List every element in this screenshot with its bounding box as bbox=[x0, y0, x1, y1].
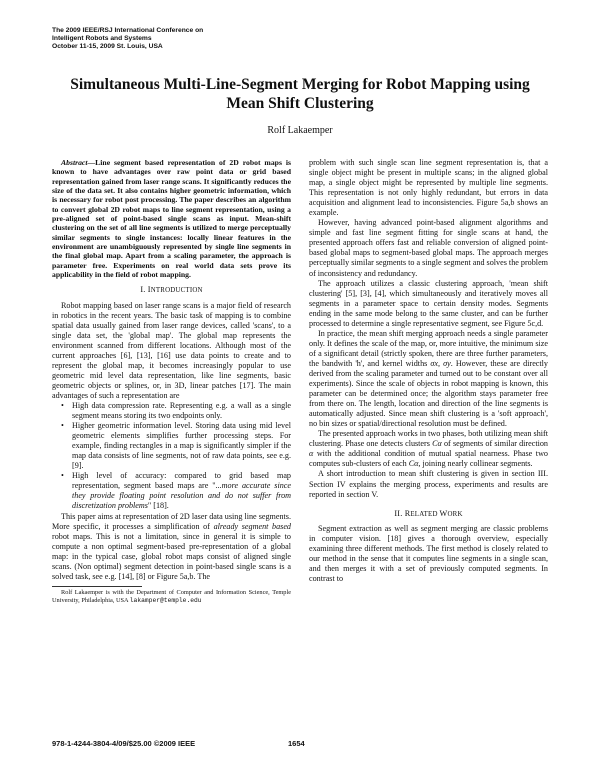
title-line-1: Simultaneous Multi-Line-Segment Merging for Robot Mapping using bbox=[70, 76, 530, 93]
left-column bbox=[52, 158, 291, 604]
p5-c: with the additional condition of mutual spatial nearness. Phase two computes sub-clusters of each bbox=[309, 449, 548, 469]
intro-paragraph-1: Robot mapping based on laser range scans is a major field of research in robotics in the recent years. The basic task of mapping is to combine spatial data usually gained from laser range devices, called 'scans', to a single data set, the 'global map'. The global map represents the environment scanned from different locations. Although most of the current approaches [6], [13], [16] use data points to create and to represent the global map, it becomes increasingly popular to use geometric mid level data representation, like line segments, basic geometric objects or splines, or, in 3D, linear patches [17]. The main advantages of such a representation are bbox=[52, 300, 291, 400]
intro-p2-emphasis: already segment based bbox=[213, 521, 291, 531]
intro-p2-pre: This paper aims at representation of 2D laser data using line segments. More specific, it processes a simplification of bbox=[52, 511, 291, 531]
right-paragraph-4 bbox=[309, 329, 548, 429]
right-paragraph-6: A short introduction to mean shift clustering is given in section III. Section IV explains the merging process, experiments and results are reported in section V. bbox=[309, 469, 548, 499]
advantage-item bbox=[72, 471, 291, 511]
intro-p2-post: robot maps. This is not a limitation, since in general it is simple to compute a non optimal segment-based pre-representation of a global map: in the typical case, global robot maps consist of aligned single scans. (Non optimal) segment detection in point-based single scans is a solved task, see e.g. [14], [8] or Figure 5a,b. The bbox=[52, 531, 291, 581]
author-email: lakamper@temple.edu bbox=[129, 596, 202, 604]
section-1-number: I. bbox=[140, 285, 146, 295]
p4-post: . However, these are directly derived from the scaling parameter and turned out to be constant over all experiments). Since the scale of objects in robot mapping is known, this parameter can be determined once; the algorithm stays parameter free from there on. The length, location and direction of the line segments is automatically adjusted. Since mean shift clustering is a 'soft approach', no bin sizes or spatial/directional resolution must be defined. bbox=[309, 358, 548, 429]
section-2-title-initial: R bbox=[404, 508, 411, 518]
p4-pre: In practice, the mean shift merging approach needs a single parameter only. It defines the scale of the map, or, more intuitive, the minimum size of a significant detail (strictly spoken, there are three further parameters, the bandwith 'h', and kernel widths bbox=[309, 328, 548, 368]
right-paragraph-3: The approach utilizes a classic clustering approach, 'mean shift clustering' [5], [3], [4], which simultaneously and iteratively moves all segments in a parameter space to certain density modes. Segments ending in the same mode belong to the same cluster, and can be further processed to determine a single representative segment, see Figure 5c,d. bbox=[309, 278, 548, 328]
advantage-3-pre: High level of accuracy: compared to grid based map representation, segment based maps are " bbox=[72, 471, 291, 491]
p5-alpha-symbol: α bbox=[309, 449, 314, 459]
abstract-label: Abstract bbox=[61, 158, 88, 167]
abstract-text: —Line segment based representation of 2D robot maps is known to have advantages over raw point data or grid based representation gained from laser range scans. It significantly reduces the size of the data set. It also contains higher geometric information, which is necessary for robot post processing. The paper describes an algorithm to convert global 2D robot maps to line segment representation, using a pre-aligned set of point-based single scans as input. Mean-shift clustering on the set of all line segments is utilized to merge perceptually similar segments to single instances: locally linear features in the environment are unambiguously represented by single line segments in the final global map. Apart from a scaling parameter, the approach is parameter free. Experiments on real world data sets prove its applicability in the field of robot mapping. bbox=[52, 158, 291, 280]
section-1-title-initial: I bbox=[147, 285, 151, 295]
related-work-paragraph-1: Segment extraction as well as segment merging are classic problems in computer vision. [18] gives a thorough overview, especially examining three different methods. The first method is closely related to our method in the sense that it computes line segments in a single scan, and then merges it with a set of previously computed segments. In contrast to bbox=[309, 523, 548, 583]
section-1-heading bbox=[52, 285, 291, 296]
section-1-title-rest: NTRODUCTION bbox=[150, 287, 203, 295]
right-column bbox=[309, 158, 548, 584]
section-2-title-w: W bbox=[439, 508, 448, 518]
section-2-heading bbox=[309, 509, 548, 520]
p5-cluster-symbol: Cα bbox=[432, 439, 442, 449]
paper-title bbox=[40, 75, 560, 113]
p5-b: of segments of similar direction bbox=[441, 439, 548, 449]
page-number: 1654 bbox=[288, 739, 305, 748]
conference-header bbox=[52, 27, 203, 52]
p4-kernel-widths: σx, σy bbox=[430, 358, 451, 368]
section-2-title-rest: ORK bbox=[447, 510, 463, 518]
isbn-footer: 978-1-4244-3804-4/09/$25.00 ©2009 IEEE bbox=[52, 739, 196, 748]
footnote-text: Rolf Lakaemper is with the Department of Computer and Information Science, Temple University, Philadelphia, USA bbox=[52, 588, 291, 604]
right-paragraph-1: problem with such single scan line segment representation is, that a single object might be present in multiple scans; in the aligned global map, a single object might be represented by multiple line segments. This representation is not only highly redundant, but errors in data acquisition and alignment lead to inconsistencies. Figure 5a,b shows an example. bbox=[309, 158, 548, 218]
advantage-3-post: " [18]. bbox=[147, 501, 169, 511]
footnote-rule bbox=[52, 586, 142, 587]
title-line-2: Mean Shift Clustering bbox=[226, 95, 374, 112]
advantage-item: • High data compression rate. Representing e.g. a wall as a single segment means storing its two endpoints only. bbox=[72, 401, 291, 421]
advantage-3-quote: ...more accurate since they provide floating point resolution and do not suffer from discretization problems bbox=[72, 481, 291, 511]
author-name: Rolf Lakaemper bbox=[267, 125, 333, 136]
advantage-item: • Higher geometric information level. Storing data using mid level geometric elements simplifies further processing steps. For example, finding rectangles in a map is significantly simpler if the map data consists of line segments, not of raw data points, see e.g. [9]. bbox=[72, 421, 291, 471]
conference-line-2: Intelligent Robots and Systems bbox=[52, 35, 152, 43]
p5-cluster-symbol-2: Cα bbox=[408, 459, 419, 469]
conference-line-1: The 2009 IEEE/RSJ International Conference on bbox=[52, 27, 204, 34]
section-2-number: II. bbox=[394, 508, 403, 518]
right-paragraph-2: However, having advanced point-based alignment algorithms and simple and fast line segment fitting for single scans at hand, the presented approach offers fast and reliable conversion of aligned point-based global maps to segment-based global maps. The approach merges perceptually similar segments to a single segment and solves the problem of inconsistency and redundancy. bbox=[309, 218, 548, 278]
p5-d: , joining nearly collinear segments. bbox=[418, 459, 533, 469]
p5-a: The presented approach works in two phases, both utilizing mean shift clustering. Phase one detects clusters bbox=[309, 429, 548, 449]
right-paragraph-5 bbox=[309, 429, 548, 469]
conference-line-3: October 11-15, 2009 St. Louis, USA bbox=[52, 43, 163, 51]
advantages-list bbox=[52, 401, 291, 512]
abstract bbox=[52, 158, 291, 279]
intro-paragraph-2 bbox=[52, 512, 291, 582]
footnote bbox=[52, 589, 291, 605]
section-2-title-mid: ELATED bbox=[410, 510, 440, 518]
